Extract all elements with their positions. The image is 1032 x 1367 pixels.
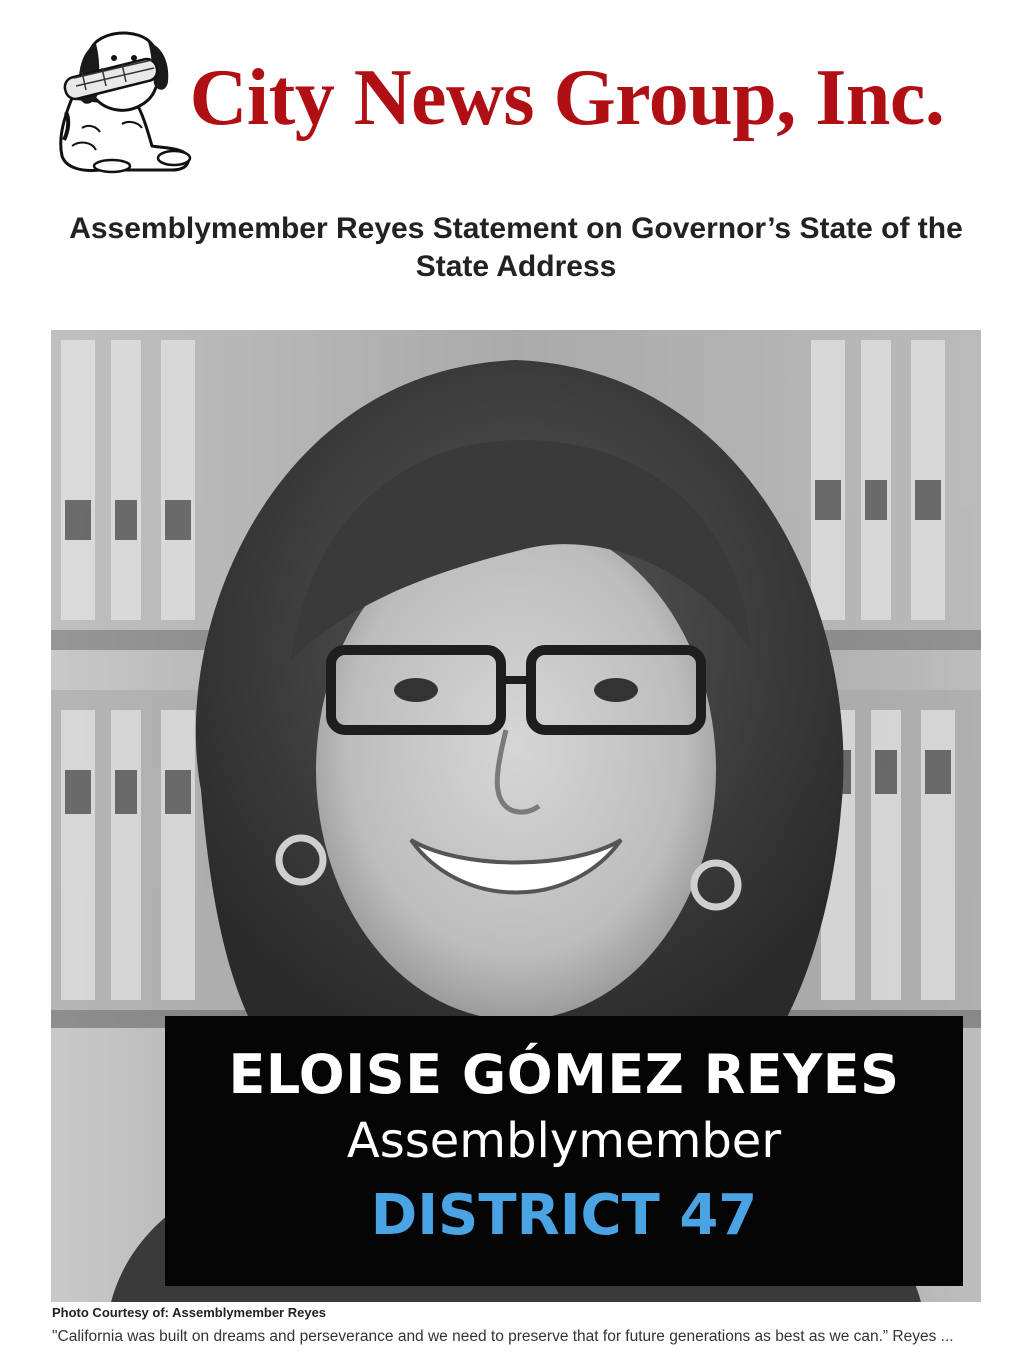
article-photo[interactable] xyxy=(51,330,981,1302)
nameplate-title: Assemblymember xyxy=(346,1113,782,1169)
site-name[interactable]: City News Group, Inc. xyxy=(189,54,945,142)
masthead xyxy=(52,28,982,174)
nameplate-district: DISTRICT 47 xyxy=(370,1183,758,1248)
photo-credit: Photo Courtesy of: Assemblymember Reyes xyxy=(52,1305,327,1320)
article-headline[interactable]: Assemblymember Reyes Statement on Governor’s State of the State Address xyxy=(69,212,963,283)
nameplate-name: ELOISE GÓMEZ REYES xyxy=(228,1043,900,1106)
article-excerpt[interactable]: "California was built on dreams and perseverance and we need to preserve that for future generations as best as we can.” Reyes ... xyxy=(52,1328,954,1345)
nameplate-banner xyxy=(165,1016,963,1286)
